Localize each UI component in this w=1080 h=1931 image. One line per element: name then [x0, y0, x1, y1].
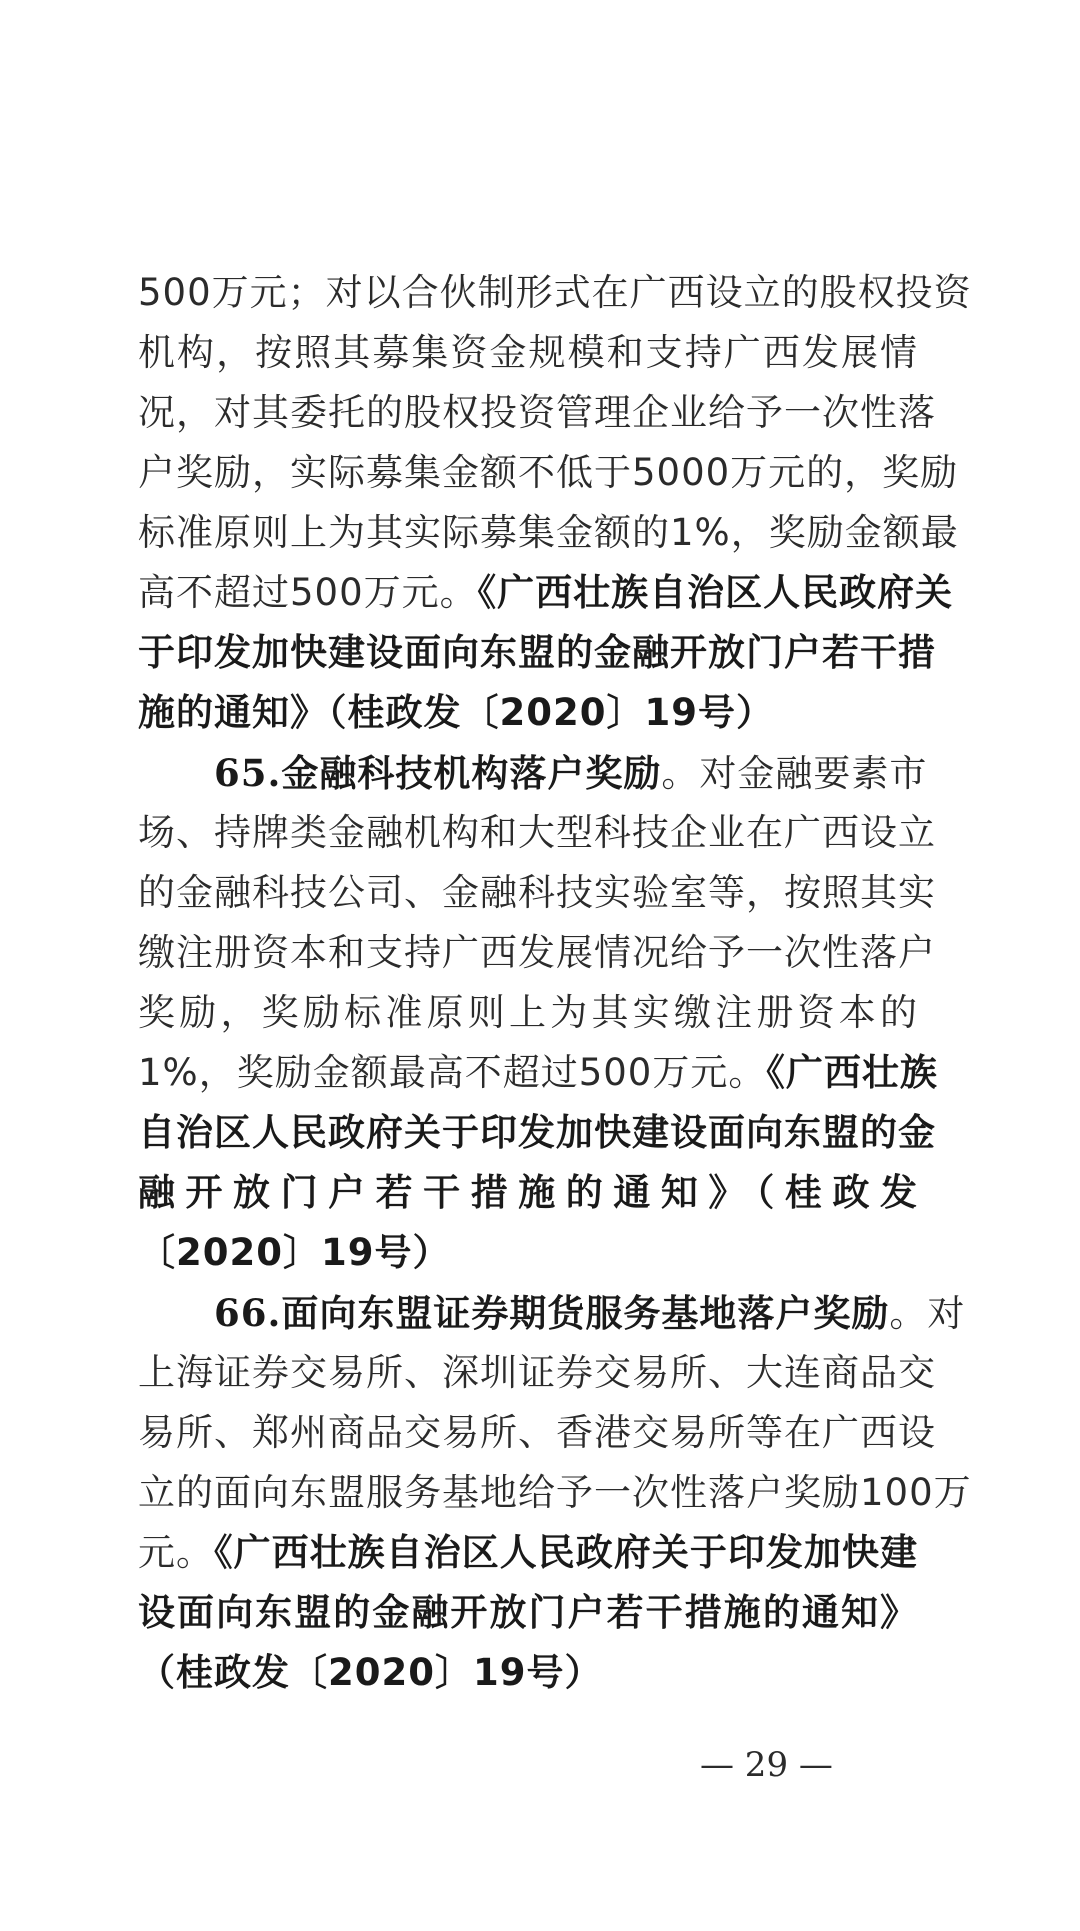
policy-citation-line: 〔2020〕19号） — [138, 1231, 451, 1274]
policy-citation-line: 设面向东盟的金融开放门户若干措施的通知》 — [138, 1591, 918, 1634]
body-line-19: 上海证券交易所、深圳证券交易所、大连商品交 — [138, 1351, 936, 1394]
body-line-6 — [138, 568, 954, 618]
section-heading-66: 66.面向东盟证券期货服务基地落户奖励 — [214, 1291, 890, 1335]
body-text: 高不超过500万元。 — [138, 571, 478, 614]
body-text: 1%，奖励金额最高不超过500万元。 — [138, 1051, 767, 1094]
body-line-13: 奖励，奖励标准原则上为其实缴注册资本的 — [138, 991, 918, 1034]
policy-citation: 《广西壮族自治区人民政府关于印发加快建 — [214, 1531, 919, 1574]
body-line-4: 户奖励，实际募集金额不低于5000万元的，奖励 — [138, 451, 959, 494]
policy-citation-line: 施的通知》（桂政发〔2020〕19号） — [138, 691, 774, 734]
body-line-20: 易所、郑州商品交易所、香港交易所等在广西设 — [138, 1411, 936, 1454]
policy-citation-line: （桂政发〔2020〕19号） — [138, 1651, 603, 1694]
body-text: 元。 — [138, 1531, 215, 1574]
body-line-2: 机构，按照其募集资金规模和支持广西发展情 — [138, 331, 918, 374]
section-heading-65: 65.金融科技机构落户奖励 — [214, 751, 662, 795]
body-line-14 — [138, 1048, 938, 1098]
body-line-22 — [138, 1528, 918, 1578]
body-line-12: 缴注册资本和支持广西发展情况给予一次性落户 — [138, 931, 936, 974]
body-line-21: 立的面向东盟服务基地给予一次性落户奖励100万 — [138, 1471, 972, 1514]
section-65-line — [214, 748, 928, 799]
page-number: — 29 — — [700, 1745, 833, 1785]
body-line-5: 标准原则上为其实际募集金额的1%，奖励金额最 — [138, 511, 959, 554]
policy-citation: 《广西壮族 — [766, 1051, 938, 1094]
policy-citation-line: 融开放门户若干措施的通知》（桂政发 — [138, 1171, 918, 1214]
policy-citation: 《广西壮族自治区人民政府关 — [477, 571, 954, 614]
body-text: 。对 — [889, 1292, 966, 1335]
policy-citation-line: 于印发加快建设面向东盟的金融开放门户若干措 — [138, 631, 936, 674]
policy-citation-line: 自治区人民政府关于印发加快建设面向东盟的金 — [138, 1111, 936, 1154]
body-line-11: 的金融科技公司、金融科技实验室等，按照其实 — [138, 871, 936, 914]
section-66-line — [214, 1288, 966, 1339]
body-line-1: 500万元；对以合伙制形式在广西设立的股权投资 — [138, 271, 972, 314]
body-text: 。对金融要素市 — [661, 752, 928, 795]
body-line-3: 况，对其委托的股权投资管理企业给予一次性落 — [138, 391, 936, 434]
body-line-10: 场、持牌类金融机构和大型科技企业在广西设立 — [138, 811, 936, 854]
